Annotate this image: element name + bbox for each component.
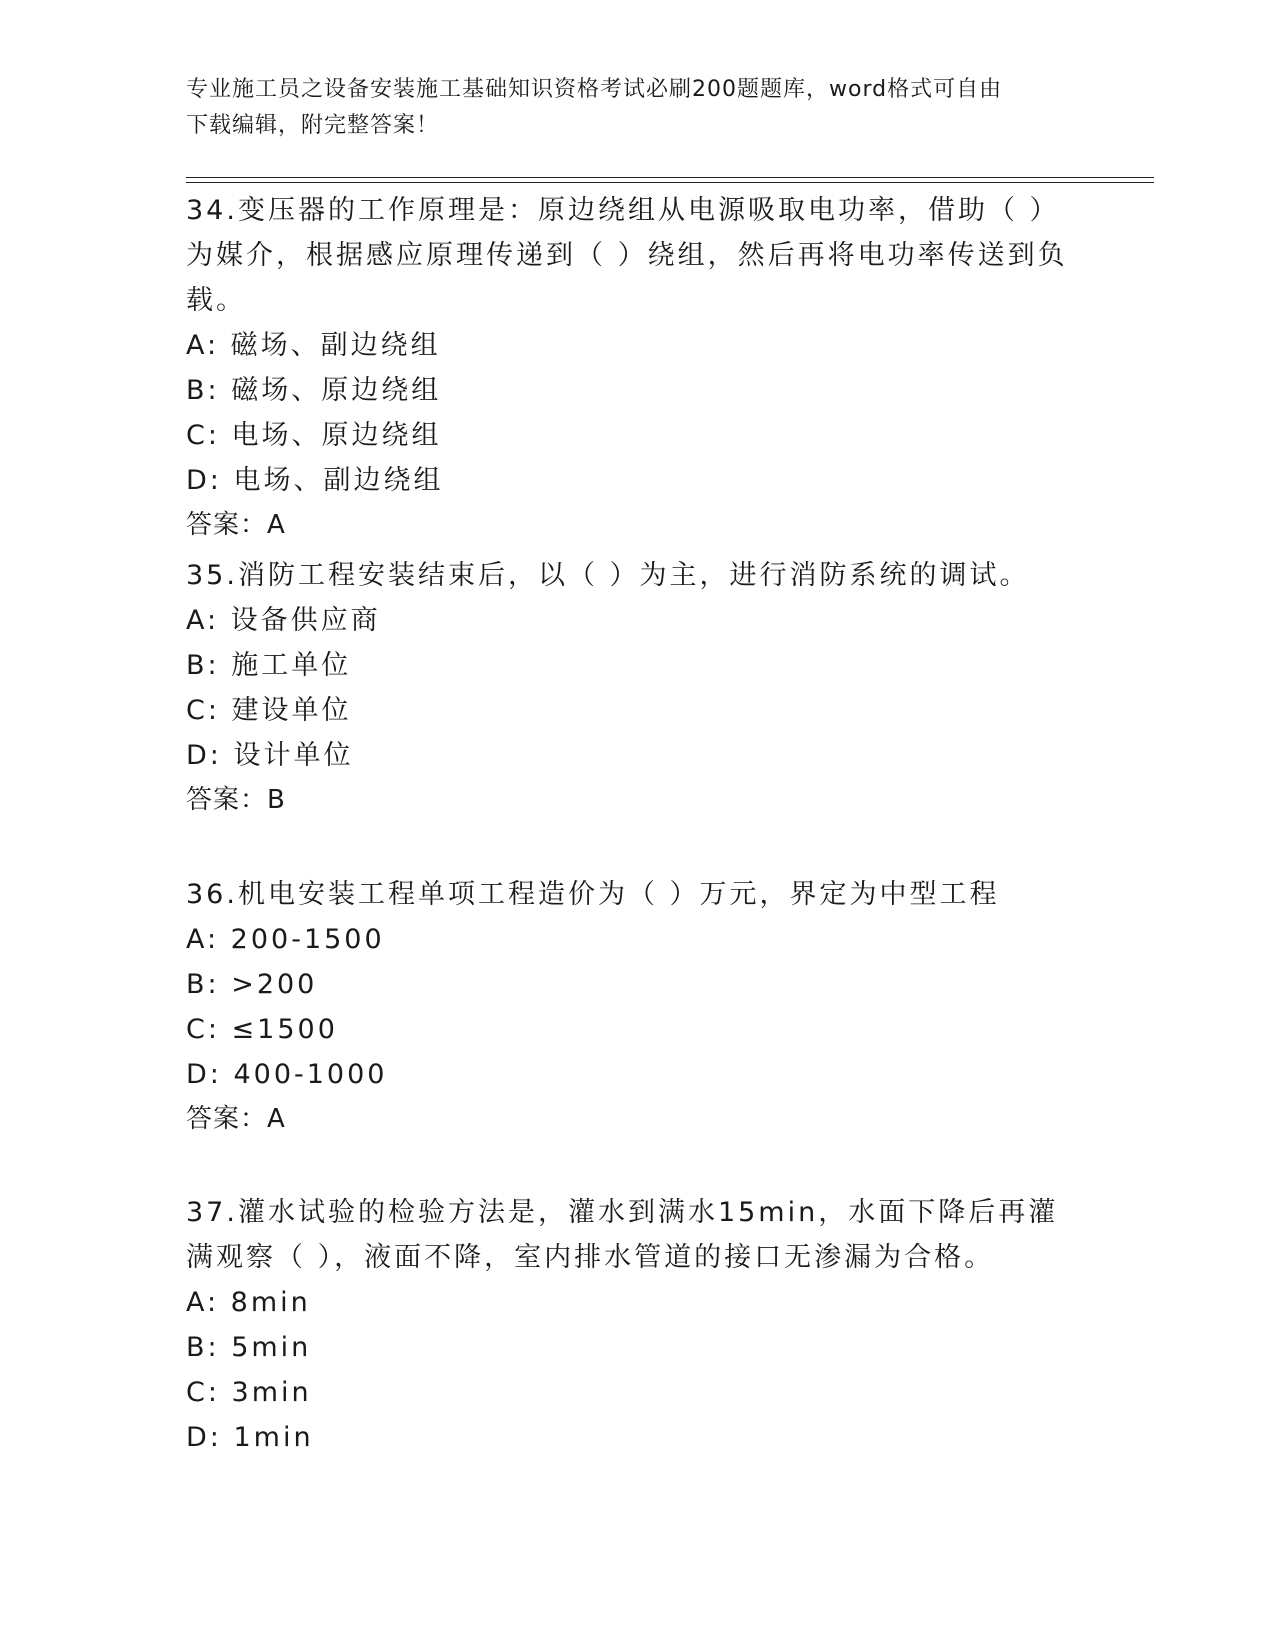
question-36 (186, 872, 1086, 1142)
header-line-1: 专业施工员之设备安装施工基础知识资格考试必刷200题题库，word格式可自由 (186, 77, 1003, 102)
header-divider-top (186, 177, 1154, 178)
option-d: D: 1min (186, 1422, 314, 1453)
header-divider-bottom (186, 182, 1154, 183)
answer: 答案：A (186, 1104, 286, 1134)
document-header (186, 72, 1086, 144)
header-line-2: 下载编辑，附完整答案！ (186, 113, 440, 138)
question-34 (186, 188, 1086, 548)
question-stem: 36.机电安装工程单项工程造价为（ ）万元，界定为中型工程 (186, 879, 1000, 910)
option-a: A: 磁场、副边绕组 (186, 330, 441, 361)
question-stem: 35.消防工程安装结束后，以（ ）为主，进行消防系统的调试。 (186, 560, 1030, 591)
question-37 (186, 1190, 1086, 1460)
question-stem: 37.灌水试验的检验方法是，灌水到满水15min，水面下降后再灌满观察（ ），液面不降，室内排水管道的接口无渗漏为合格。 (186, 1197, 1059, 1273)
question-35 (186, 553, 1086, 823)
answer: 答案：B (186, 785, 286, 815)
answer: 答案：A (186, 510, 286, 540)
option-b: B: >200 (186, 969, 318, 1000)
option-d: D: 电场、副边绕组 (186, 465, 444, 496)
option-d: D: 设计单位 (186, 740, 354, 771)
question-stem: 34.变压器的工作原理是：原边绕组从电源吸取电功率，借助（ ）为媒介，根据感应原理传递到（ ）绕组，然后再将电功率传送到负载。 (186, 195, 1068, 316)
option-c: C: 建设单位 (186, 695, 352, 726)
option-b: B: 5min (186, 1332, 312, 1363)
option-c: C: 电场、原边绕组 (186, 420, 442, 451)
option-b: B: 磁场、原边绕组 (186, 375, 442, 406)
option-c: C: ≤1500 (186, 1014, 338, 1045)
option-d: D: 400-1000 (186, 1059, 388, 1090)
option-b: B: 施工单位 (186, 650, 352, 681)
option-c: C: 3min (186, 1377, 312, 1408)
option-a: A: 设备供应商 (186, 605, 381, 636)
option-a: A: 200-1500 (186, 924, 385, 955)
option-a: A: 8min (186, 1287, 311, 1318)
